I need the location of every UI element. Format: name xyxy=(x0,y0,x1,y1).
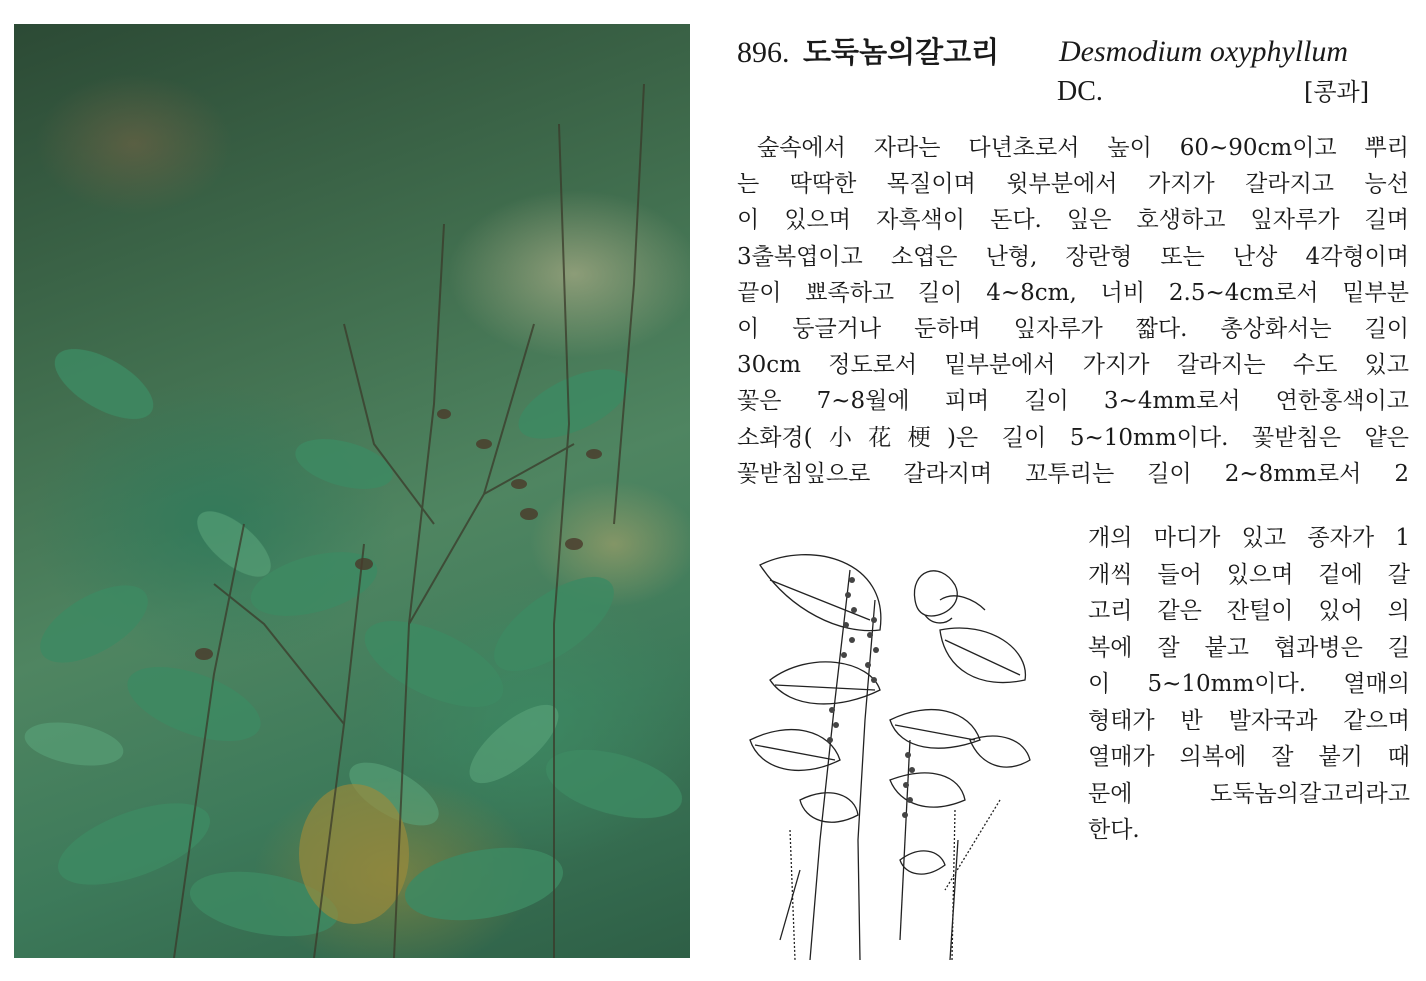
description-side-line: 개의 마디가 있고 종자가 1 xyxy=(1088,525,1410,551)
description-side-line: 문에 도둑놈의갈고리라고 xyxy=(1088,781,1410,807)
description-line: 3출복엽이고 소엽은 난형, 장란형 또는 난상 4각형이며 xyxy=(737,244,1409,270)
description-line: 숲속에서 자라는 다년초로서 높이 60~90cm이고 뿌리 xyxy=(757,135,1409,161)
family-label: [콩과] xyxy=(1304,78,1370,106)
description-line: 꽃받침잎으로 갈라지며 꼬투리는 길이 2~8mm로서 2 xyxy=(737,461,1409,487)
description-line: 이 있으며 자흑색이 돈다. 잎은 호생하고 잎자루가 길며 xyxy=(737,207,1409,233)
botanical-drawing xyxy=(740,540,1040,960)
description-line: 이 둥글거나 둔하며 잎자루가 짧다. 총상화서는 길이 xyxy=(737,316,1409,342)
description-side-line: 고리 같은 잔털이 있어 의 xyxy=(1088,598,1410,624)
plant-photo-foliage xyxy=(14,24,690,958)
author-abbreviation: DC. xyxy=(1057,76,1103,107)
description-line: 꽃은 7~8월에 피며 길이 3~4mm로서 연한홍색이고 xyxy=(737,388,1409,414)
entry-number: 896. xyxy=(737,36,790,69)
description-side-line: 이 5~10mm이다. 열매의 xyxy=(1088,671,1410,697)
description-line: 30cm 정도로서 밑부분에서 가지가 갈라지는 수도 있고 xyxy=(737,352,1409,378)
botanical-line-drawing-icon xyxy=(740,540,1040,960)
plant-photo xyxy=(14,24,690,958)
description-side-line: 형태가 반 발자국과 같으며 xyxy=(1088,708,1410,734)
description-line: 는 딱딱한 목질이며 윗부분에서 가지가 갈라지고 능선 xyxy=(737,171,1409,197)
description-side-line: 열매가 의복에 잘 붙기 때 xyxy=(1088,744,1410,770)
scientific-name: Desmodium oxyphyllum xyxy=(1059,35,1349,68)
description-side-line: 개씩 들어 있으며 겉에 갈 xyxy=(1088,562,1410,588)
description-line: 소화경(小花梗)은 길이 5~10mm이다. 꽃받침은 얕은 xyxy=(737,425,1409,451)
description-side-line: 복에 잘 붙고 협과병은 길 xyxy=(1088,635,1410,661)
description-line: 끝이 뾰족하고 길이 4~8cm, 너비 2.5~4cm로서 밑부분 xyxy=(737,280,1409,306)
description-side-line: 한다. xyxy=(1088,817,1140,843)
korean-name: 도둑놈의갈고리 xyxy=(803,35,1000,69)
entry-title xyxy=(737,32,1397,76)
